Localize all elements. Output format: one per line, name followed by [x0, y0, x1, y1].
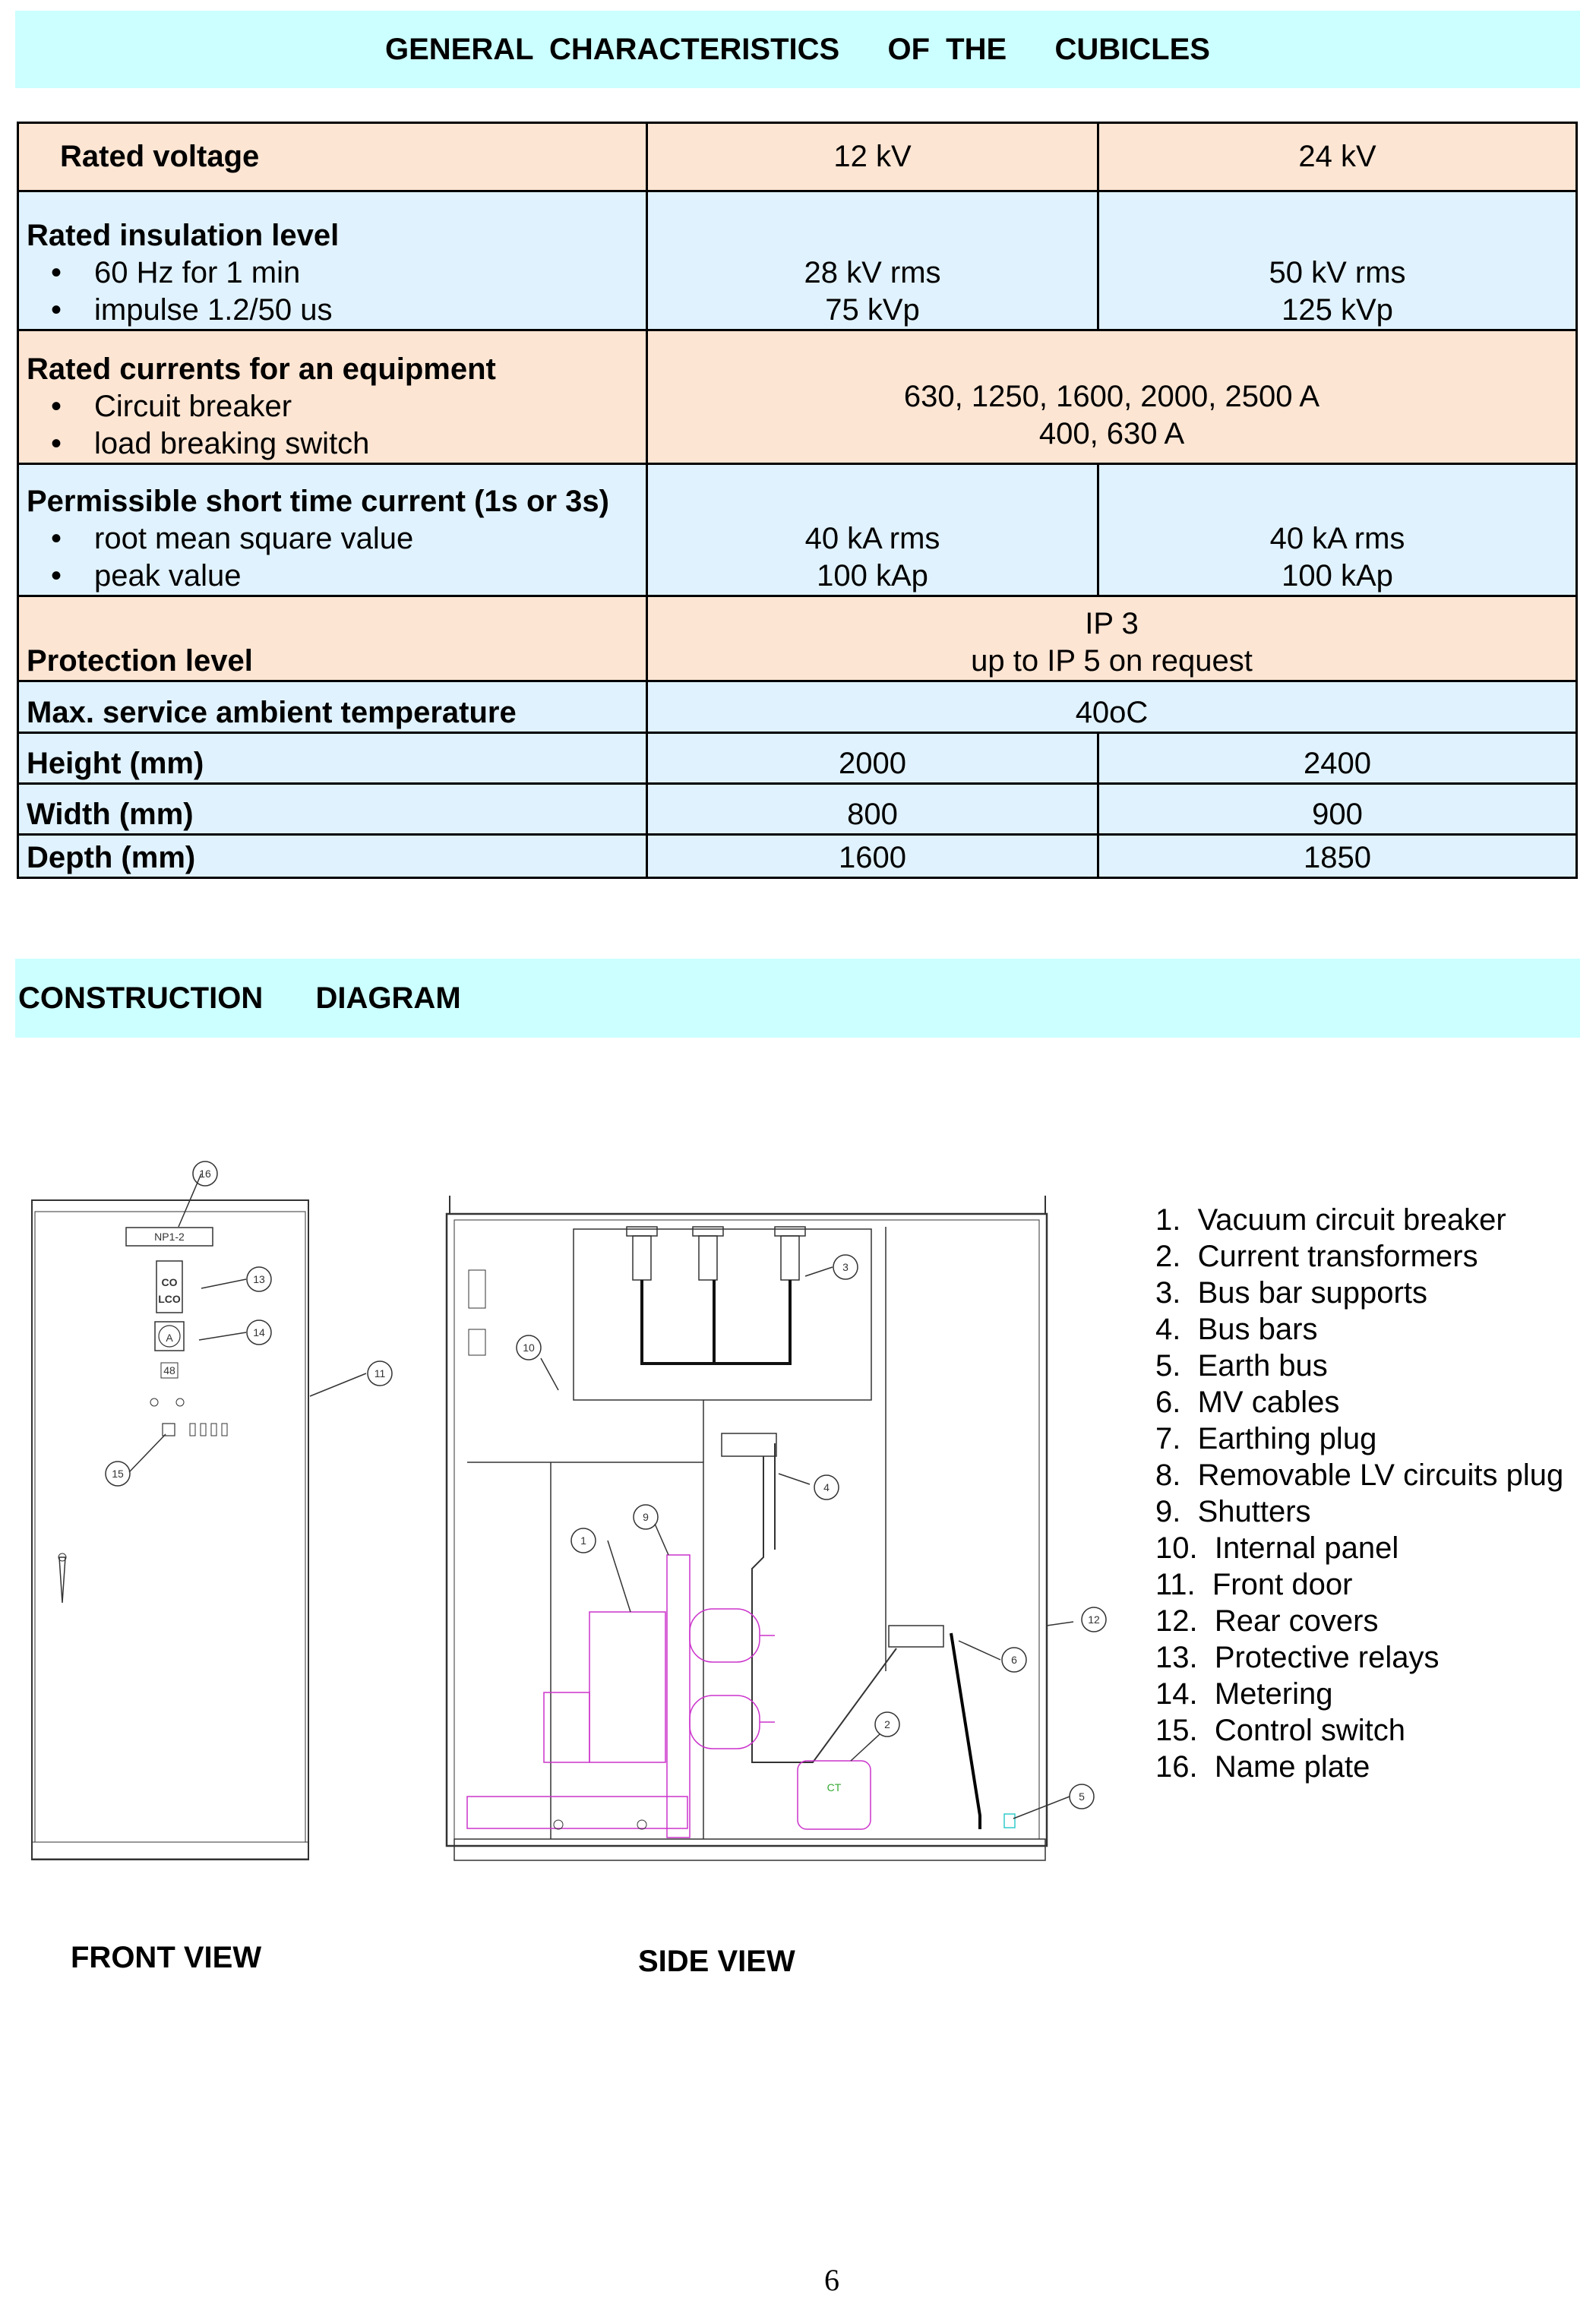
callout-number: 14	[253, 1326, 265, 1338]
legend-item: 11. Front door	[1155, 1568, 1353, 1601]
label-currents: Rated currents for an equipment	[27, 352, 496, 386]
legend-item: 5. Earth bus	[1155, 1349, 1328, 1383]
legend-item: 7. Earthing plug	[1155, 1422, 1377, 1455]
label-short-time: Permissible short time current (1s or 3s)	[27, 485, 609, 518]
value-24-kap: 100 kAp	[1282, 559, 1393, 593]
callout-number: 10	[523, 1342, 535, 1354]
value-24-ka-rms: 40 kA rms	[1269, 522, 1405, 555]
legend-item: 13. Protective relays	[1155, 1641, 1440, 1674]
mv-cables	[951, 1633, 980, 1829]
svg-text:LCO: LCO	[158, 1293, 181, 1305]
bus-bars	[642, 1280, 790, 1364]
label-height: Height (mm)	[27, 747, 204, 780]
section-title-general: GENERAL CHARACTERISTICS OF THE CUBICLES	[15, 11, 1580, 88]
legend-item: 16. Name plate	[1155, 1750, 1370, 1784]
label-width: Width (mm)	[27, 798, 194, 831]
bus-bar-compartment	[574, 1229, 871, 1400]
legend-item: 6. MV cables	[1155, 1386, 1340, 1419]
value-24-rms: 50 kV rms	[1269, 256, 1406, 289]
value-12kv: 12 kV	[647, 123, 1098, 191]
legend-item: 12. Rear covers	[1155, 1604, 1379, 1638]
legend-item: 8. Removable LV circuits plug	[1155, 1458, 1564, 1492]
callout-number: 12	[1088, 1613, 1100, 1626]
value-ip3: IP 3	[1085, 607, 1139, 640]
callout-number: 1	[580, 1534, 586, 1547]
value-width-12: 800	[647, 784, 1098, 835]
bullet-60hz: • 60 Hz for 1 min	[27, 254, 646, 292]
value-12-rms: 28 kV rms	[804, 256, 941, 289]
label-insulation: Rated insulation level	[27, 219, 340, 252]
bullet-rms: • root mean square value	[27, 520, 646, 558]
name-plate-text: NP1-2	[154, 1231, 185, 1243]
callout-number: 2	[884, 1718, 890, 1730]
callout-number: 5	[1079, 1790, 1085, 1803]
bullet-circuit-breaker: • Circuit breaker	[27, 388, 646, 425]
label-temperature: Max. service ambient temperature	[27, 696, 517, 729]
legend-item: 9. Shutters	[1155, 1495, 1311, 1528]
bus-bar-supports	[627, 1227, 805, 1280]
current-transformer	[798, 1761, 871, 1829]
legend-item: 1. Vacuum circuit breaker	[1155, 1203, 1506, 1237]
legend-item: 3. Bus bar supports	[1155, 1276, 1427, 1310]
svg-text:48: 48	[163, 1364, 175, 1376]
side-view-label: SIDE VIEW	[638, 1945, 795, 1978]
legend-item: 15. Control switch	[1155, 1714, 1406, 1747]
door-handle	[59, 1557, 65, 1603]
earth-bus	[1004, 1814, 1015, 1828]
ct-label: CT	[826, 1781, 842, 1793]
value-switch-currents: 400, 630 A	[1038, 416, 1185, 450]
legend-item: 4. Bus bars	[1155, 1313, 1318, 1346]
side-view-drawing	[447, 1196, 1047, 1860]
callout-number: 13	[253, 1273, 265, 1285]
value-depth-24: 1850	[1098, 835, 1577, 878]
value-depth-12: 1600	[647, 835, 1098, 878]
label-depth: Depth (mm)	[27, 841, 196, 874]
value-height-12: 2000	[647, 733, 1098, 784]
svg-text:CO: CO	[161, 1276, 178, 1288]
front-view-label: FRONT VIEW	[71, 1941, 262, 1974]
value-12-kvp: 75 kVp	[825, 293, 920, 327]
callout-number: 11	[374, 1367, 386, 1379]
callout-number: 9	[643, 1511, 649, 1523]
front-view-drawing	[32, 1200, 308, 1860]
value-ip5: up to IP 5 on request	[971, 644, 1253, 678]
callout-number: 15	[112, 1468, 124, 1480]
page-number: 6	[824, 2263, 839, 2297]
legend-item: 2. Current transformers	[1155, 1240, 1478, 1273]
legend-item: 10. Internal panel	[1155, 1531, 1399, 1565]
bullet-peak: • peak value	[27, 558, 646, 595]
callout-circles	[106, 1161, 1106, 1809]
svg-text:A: A	[166, 1332, 173, 1344]
value-temperature: 40oC	[647, 681, 1577, 733]
bullet-load-switch: • load breaking switch	[27, 425, 646, 463]
control-switch	[163, 1424, 175, 1436]
value-24-kvp: 125 kVp	[1282, 293, 1393, 327]
callout-number: 3	[842, 1261, 849, 1273]
callout-number: 6	[1011, 1654, 1017, 1666]
label-protection: Protection level	[27, 644, 253, 678]
component-legend	[1155, 1202, 1563, 1785]
legend-item: 14. Metering	[1155, 1677, 1333, 1711]
callout-number: 4	[823, 1481, 830, 1493]
value-12-kap: 100 kAp	[817, 559, 928, 593]
bullet-impulse: • impulse 1.2/50 us	[27, 292, 646, 329]
value-24kv: 24 kV	[1098, 123, 1577, 191]
label-rated-voltage: Rated voltage	[60, 140, 260, 173]
callouts	[129, 1174, 1073, 1819]
value-12-ka-rms: 40 kA rms	[804, 522, 940, 555]
value-width-24: 900	[1098, 784, 1577, 835]
vacuum-circuit-breaker	[467, 1555, 775, 1838]
value-cb-currents: 630, 1250, 1600, 2000, 2500 A	[903, 379, 1320, 413]
callout-number: 16	[199, 1168, 211, 1180]
value-height-24: 2400	[1098, 733, 1577, 784]
section-title-construction: CONSTRUCTION DIAGRAM	[15, 959, 1580, 1038]
